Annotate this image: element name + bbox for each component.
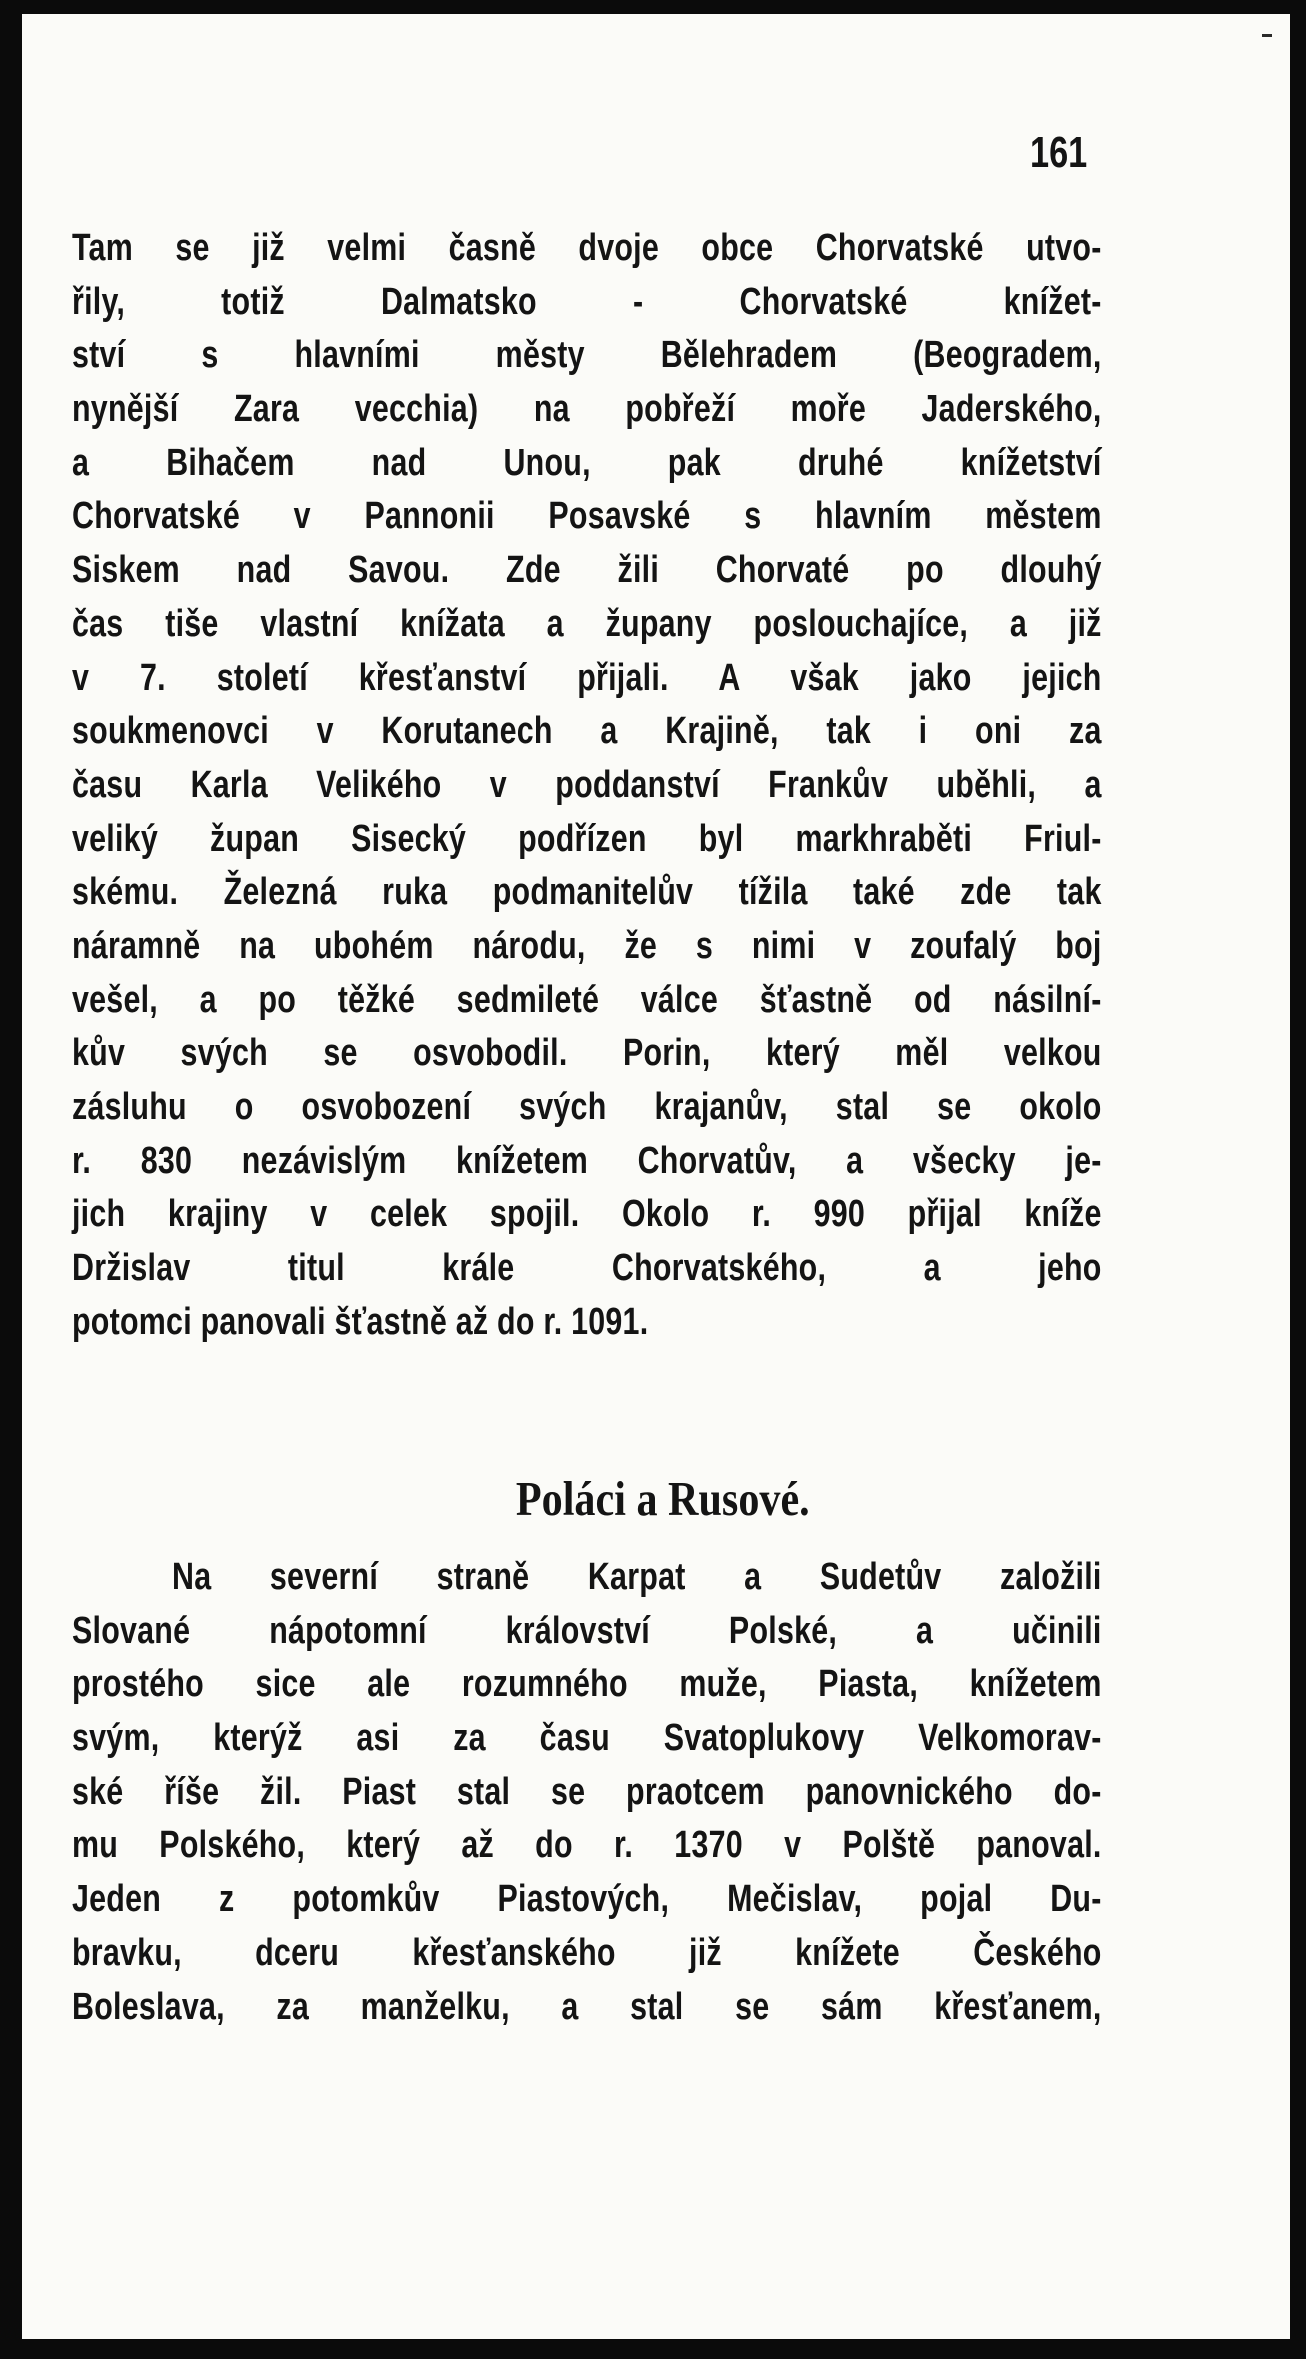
text-line: Tam se již velmi časně dvoje obce Chorvatské utvo- — [72, 227, 1102, 269]
text-line: v 7. století křesťanství přijali. A však jako jejich — [72, 656, 1102, 699]
page-number: 161 — [1030, 128, 1088, 177]
text-line: Jeden z potomkův Piastových, Mečislav, pojal Du- — [72, 1878, 1102, 1921]
text-line: náramně na ubohém národu, že s nimi v zoufalý boj — [72, 924, 1102, 967]
text-line: Držislav titul krále Chorvatského, a jeho — [72, 1247, 1102, 1290]
section-heading — [0, 1470, 1306, 1527]
section-heading-text: Poláci a Rusové. — [516, 1471, 810, 1526]
text-line: mu Polského, který až do r. 1370 v Polště panoval. — [72, 1824, 1102, 1867]
text-line: nynější Zara vecchia) na pobřeží moře Jaderského, — [72, 388, 1102, 431]
text-line: Slované nápotomní království Polské, a učinili — [72, 1609, 1102, 1652]
text-line-indented: Na severní straně Karpat a Sudetův založili — [172, 1556, 1102, 1598]
text-line: kův svých se osvobodil. Porin, který měl velkou — [72, 1032, 1102, 1075]
text-line: řily, totiž Dalmatsko - Chorvatské knížet- — [72, 280, 1102, 323]
text-line: vešel, a po těžké sedmileté válce šťastně od násilní- — [72, 978, 1102, 1021]
text-line: bravku, dceru křesťanského již knížete Českého — [72, 1931, 1102, 1974]
paragraph-croatians — [72, 222, 1102, 1349]
text-line: r. 830 nezávislým knížetem Chorvatův, a všecky je- — [72, 1139, 1102, 1182]
text-line: Boleslava, za manželku, a stal se sám křesťanem, — [72, 1985, 1102, 2028]
text-line-last: potomci panovali šťastně až do r. 1091. — [72, 1300, 649, 1343]
text-line: prostého sice ale rozumného muže, Piasta, knížetem — [72, 1663, 1102, 1706]
text-line: veliký župan Sisecký podřízen byl markhraběti Friul- — [72, 817, 1102, 860]
text-line: čas tiše vlastní knížata a župany poslouchajíce, a již — [72, 602, 1102, 645]
scan-edge-mark — [1262, 34, 1272, 37]
text-line: jich krajiny v celek spojil. Okolo r. 990 přijal kníže — [72, 1193, 1102, 1236]
text-line: Siskem nad Savou. Zde žili Chorvaté po dlouhý — [72, 549, 1102, 592]
text-line: ské říše žil. Piast stal se praotcem panovnického do- — [72, 1770, 1102, 1813]
text-line: soukmenovci v Korutanech a Krajině, tak i oni za — [72, 710, 1102, 753]
text-line: zásluhu o osvobození svých krajanův, stal se okolo — [72, 1086, 1102, 1128]
text-line: svým, kterýž asi za času Svatoplukovy Velkomorav- — [72, 1717, 1102, 1760]
text-line: ství s hlavními městy Bělehradem (Beogradem, — [72, 334, 1102, 377]
text-line: času Karla Velikého v poddanství Frankův uběhli, a — [72, 763, 1102, 806]
text-line: Chorvatské v Pannonii Posavské s hlavním městem — [72, 495, 1102, 538]
paragraph-poles — [72, 1551, 1102, 2034]
text-line: skému. Železná ruka podmanitelův tížila také zde tak — [72, 871, 1102, 914]
text-line: a Bihačem nad Unou, pak druhé knížetství — [72, 441, 1102, 484]
